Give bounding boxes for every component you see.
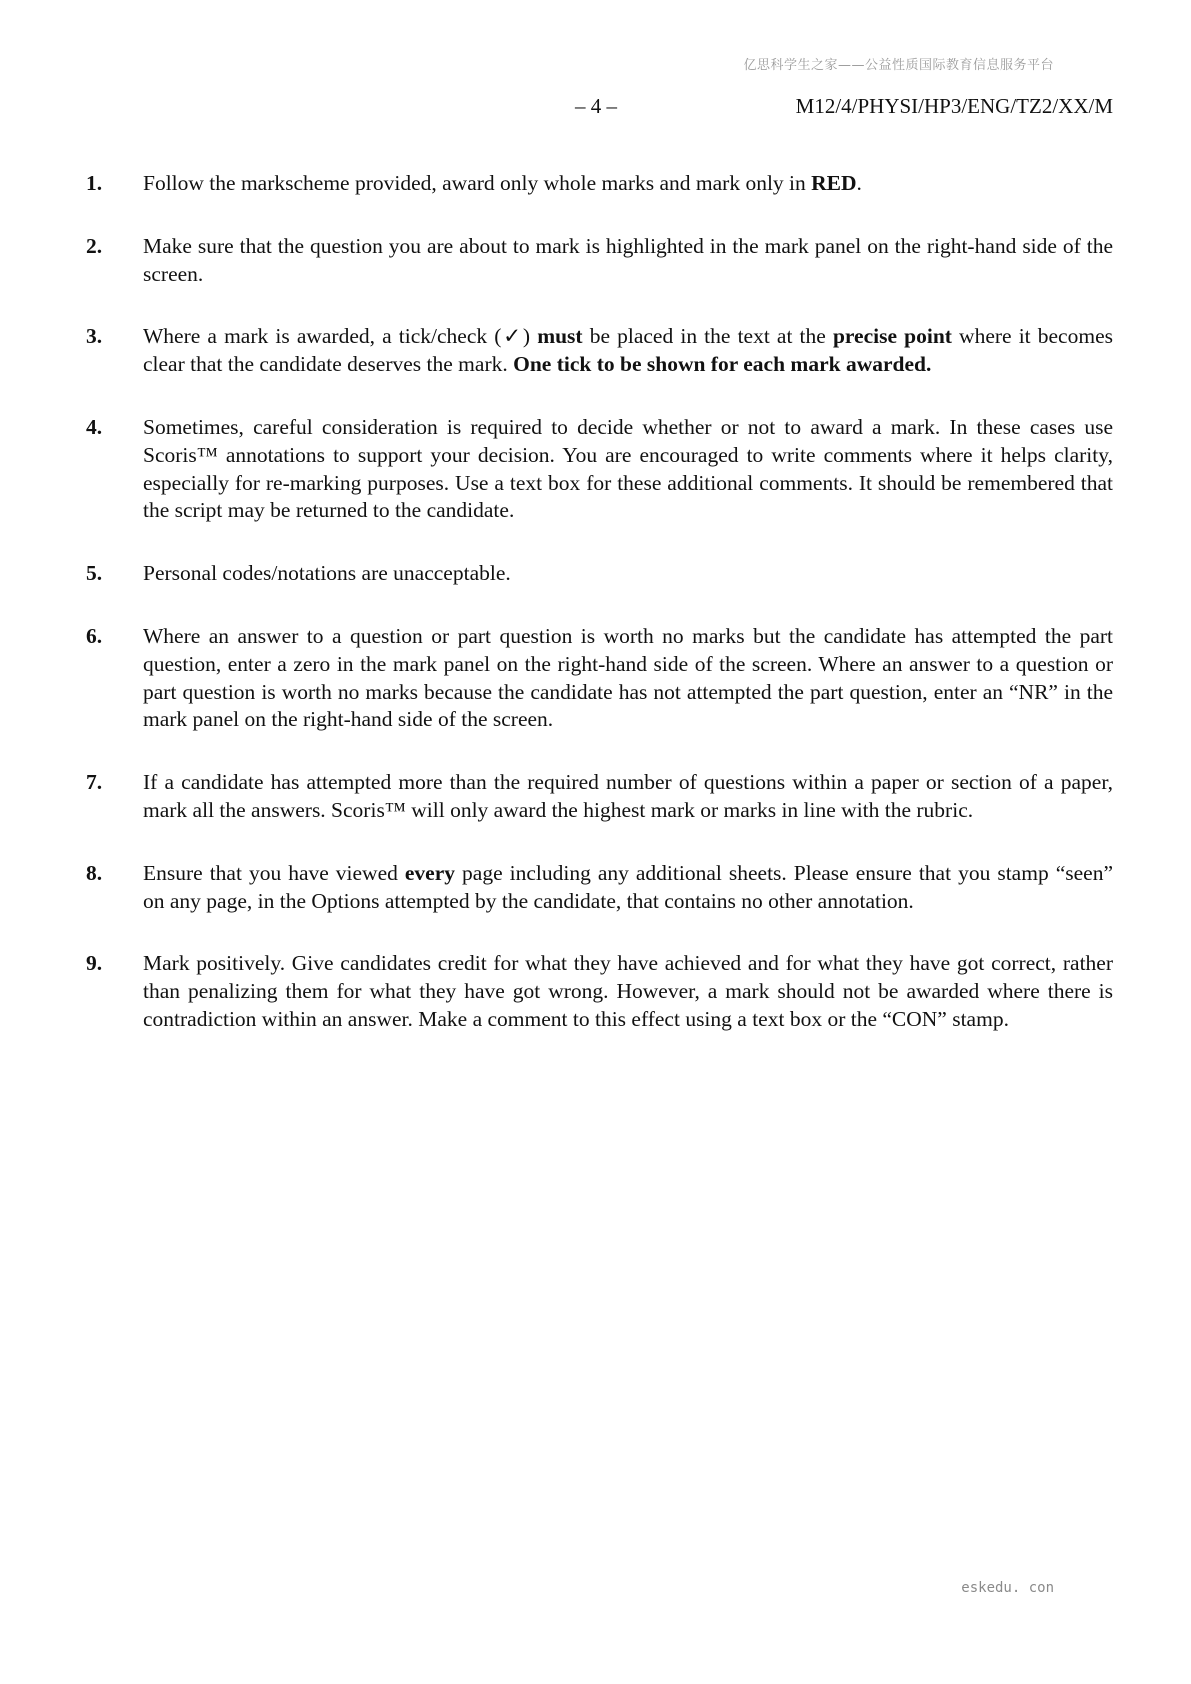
item-text: If a candidate has attempted more than the required number of questions within a paper or section of a paper, mark all the answers. Scoris™ will only award the highest mark or marks in line with the rubric. (143, 770, 1113, 822)
watermark-top: 亿思科学生之家——公益性质国际教育信息服务平台 (743, 58, 1054, 73)
item-number: 9. (86, 951, 103, 976)
item-text: Sometimes, careful consideration is required to decide whether or not to award a mark. In these cases use Scoris™ annotations to support your decision. You are encouraged to write comments where it helps clarity, especially for re-marking purposes. Use a text box for these additional comments. It should be remembered that the script may be returned to the candidate. (143, 414, 1113, 523)
item-number: 2. (86, 233, 103, 258)
instruction-item (86, 950, 1113, 1033)
instruction-item (86, 233, 1113, 289)
item-text: Personal codes/notations are unacceptable. (143, 561, 511, 586)
emphasis-every: every (404, 860, 456, 885)
instruction-item (86, 170, 1113, 198)
item-number: 6. (86, 623, 103, 648)
item-text: Mark positively. Give candidates credit for what they have achieved and for what they have got correct, rather than penalizing them for what they have got wrong. However, a mark should not be awarded where there is contradiction within an answer. Make a comment to this effect using a text box or the “CON” stamp. (143, 951, 1113, 1031)
instruction-item (86, 623, 1113, 734)
item-text: Make sure that the question you are about to mark is highlighted in the mark panel on the right-hand side of the screen. (143, 233, 1113, 286)
instruction-item (86, 860, 1113, 916)
item-number: 1. (86, 171, 103, 195)
instruction-item (86, 560, 1113, 588)
instruction-item (86, 323, 1113, 379)
instruction-item (86, 414, 1113, 525)
item-number: 7. (86, 770, 103, 795)
watermark-bottom: eskedu. con (961, 1580, 1054, 1596)
marking-instructions-list (86, 170, 1113, 1069)
check-icon: ✓ (501, 324, 523, 349)
document-code: M12/4/PHYSI/HP3/ENG/TZ2/XX/M (795, 94, 1113, 118)
item-text: Follow the markscheme provided, award only whole marks and mark only in RED. (143, 171, 862, 195)
emphasis-one-tick: One tick to be shown for each mark awarded. (513, 352, 932, 377)
emphasis-precise-point: precise point (832, 324, 952, 349)
item-number: 3. (86, 324, 103, 349)
item-text: Where a mark is awarded, a tick/check (✓) must be placed in the text at the precise point where it becomes clear that the candidate deserves the mark. One tick to be shown for each mark awarded. (143, 324, 1113, 377)
item-text: Ensure that you have viewed every page including any additional sheets. Please ensure that you stamp “seen” on any page, in the Options attempted by the candidate, that contains no other annotation. (143, 860, 1113, 913)
item-text: Where an answer to a question or part question is worth no marks but the candidate has attempted the part question, enter a zero in the mark panel on the right-hand side of the screen. Where an answer to a question or part question is worth no marks because the candidate has not attempted the part question, enter an “NR” in the mark panel on the right-hand side of the screen. (143, 623, 1113, 732)
item-number: 4. (86, 414, 103, 439)
instruction-item (86, 769, 1113, 825)
item-number: 8. (86, 860, 103, 885)
page-number: – 4 – (575, 94, 617, 118)
emphasis-must: must (537, 324, 583, 349)
item-number: 5. (86, 561, 103, 586)
emphasis-red: RED (811, 171, 857, 195)
